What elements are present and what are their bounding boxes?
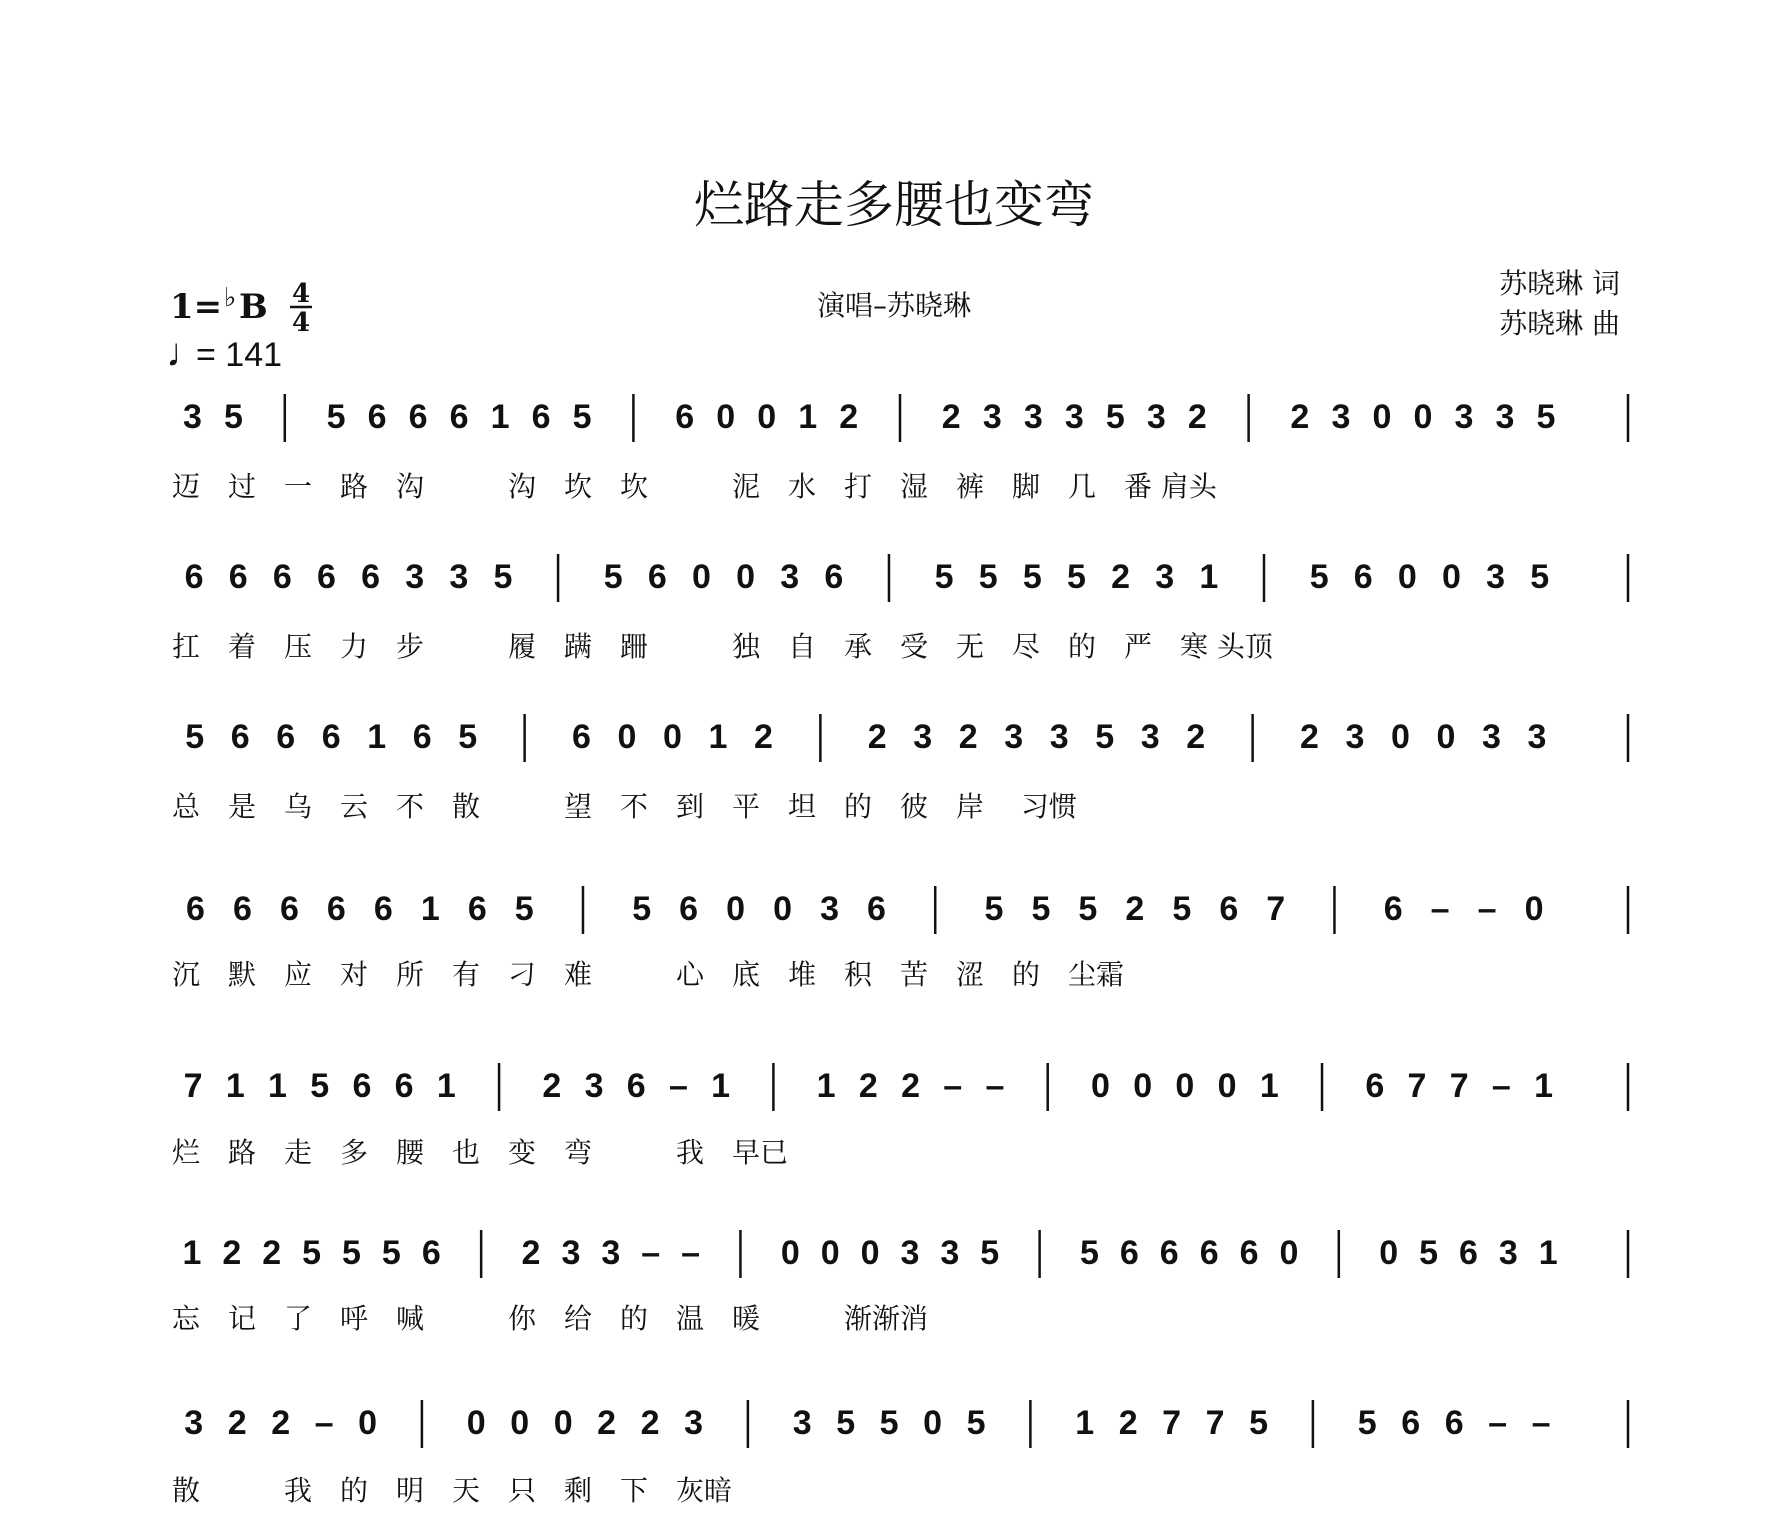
note: 5 — [980, 1234, 1000, 1272]
note: 0 — [663, 718, 682, 756]
note: 0 — [553, 1404, 573, 1442]
note: 6 — [272, 558, 292, 596]
note: 1 — [1075, 1404, 1095, 1442]
note: – — [668, 1067, 688, 1105]
note: 1 — [708, 718, 728, 756]
music-system — [172, 394, 1628, 503]
music-system — [172, 1230, 1628, 1335]
note: 0 — [358, 1404, 378, 1442]
note: 6 — [232, 890, 252, 928]
note: 6 — [228, 558, 248, 596]
note: 6 — [679, 890, 699, 928]
note: 2 — [597, 1404, 617, 1442]
note: 5 — [1309, 558, 1329, 596]
note: 2 — [640, 1404, 660, 1442]
note: 3 — [184, 1404, 204, 1442]
note: 3 — [1146, 398, 1166, 436]
note: 3 — [1454, 398, 1474, 436]
note: 2 — [542, 1067, 562, 1105]
note: 6 — [352, 1067, 372, 1105]
note: 6 — [279, 890, 299, 928]
note: 3 — [561, 1234, 581, 1272]
music-system — [172, 1063, 1628, 1169]
note: 6 — [867, 890, 886, 928]
note: 6 — [675, 398, 695, 436]
note: 3 — [982, 398, 1002, 436]
note: 5 — [493, 558, 513, 596]
note: 0 — [1397, 558, 1417, 596]
note: 3 — [405, 558, 425, 596]
note: 0 — [1379, 1234, 1399, 1272]
note: 0 — [1391, 718, 1410, 756]
note: 6 — [186, 890, 205, 928]
note: 3 — [1345, 718, 1365, 756]
note: 1 — [268, 1067, 287, 1105]
note: 5 — [1067, 558, 1086, 596]
song-title: 烂路走多腰也变弯 — [694, 176, 1094, 234]
note: 5 — [934, 558, 954, 596]
note: 0 — [1217, 1067, 1237, 1105]
time-signature-top: 4 — [291, 279, 311, 309]
note: 1 — [225, 1067, 245, 1105]
note: 2 — [867, 718, 887, 756]
note: 7 — [1407, 1067, 1427, 1105]
note: 6 — [1365, 1067, 1385, 1105]
note: 0 — [510, 1404, 530, 1442]
note: 0 — [820, 1234, 840, 1272]
note: – — [1488, 1404, 1508, 1442]
note: 6 — [367, 398, 387, 436]
note: 0 — [1436, 718, 1456, 756]
note: 6 — [408, 398, 428, 436]
note: 5 — [326, 398, 346, 436]
note: 1 — [436, 1067, 456, 1105]
note: 0 — [1279, 1234, 1299, 1272]
lyrics-line: 沉默应对所有刁难 心底堆积苦涩的尘霜 — [172, 958, 1125, 991]
note: 6 — [1199, 1234, 1219, 1272]
note: 2 — [1125, 890, 1145, 928]
note: – — [1430, 890, 1450, 928]
note: 5 — [1357, 1404, 1377, 1442]
note: 3 — [183, 398, 202, 436]
note: 5 — [185, 718, 205, 756]
note: 2 — [521, 1234, 541, 1272]
note: 6 — [412, 718, 432, 756]
note: 5 — [1419, 1234, 1439, 1272]
note: 5 — [1105, 398, 1125, 436]
note: – — [985, 1067, 1005, 1105]
note: – — [1531, 1404, 1551, 1442]
note: 2 — [941, 398, 961, 436]
note: 3 — [1527, 718, 1547, 756]
note: 3 — [940, 1234, 960, 1272]
note: 2 — [222, 1234, 242, 1272]
music-systems — [172, 394, 1628, 1507]
note: – — [1491, 1067, 1511, 1105]
note: 0 — [773, 890, 793, 928]
note: 5 — [978, 558, 998, 596]
note: 5 — [381, 1234, 401, 1272]
note: 3 — [913, 718, 933, 756]
note: 0 — [1413, 398, 1433, 436]
tempo-value: = 141 — [196, 336, 283, 374]
note: 1 — [1199, 558, 1219, 596]
note: 2 — [262, 1234, 282, 1272]
note: 3 — [584, 1067, 604, 1105]
lyrics-line: 总是乌云不散 望不到平坦的彼岸 习惯 — [172, 790, 1077, 823]
note: 0 — [716, 398, 736, 436]
composer-credit: 苏晓琳 曲 — [1499, 307, 1620, 340]
note: 2 — [839, 398, 859, 436]
note: 0 — [1372, 398, 1392, 436]
note: 5 — [342, 1234, 361, 1272]
note: 5 — [836, 1404, 856, 1442]
note: – — [1477, 890, 1497, 928]
note: 5 — [1530, 558, 1550, 596]
note: 2 — [1118, 1404, 1138, 1442]
note: 1 — [711, 1067, 731, 1105]
note: 2 — [1300, 718, 1319, 756]
note: 3 — [900, 1234, 920, 1272]
note: 0 — [1133, 1067, 1153, 1105]
note: 6 — [1444, 1404, 1464, 1442]
flat-sign: ♭ — [224, 283, 237, 313]
note: 2 — [271, 1404, 291, 1442]
note: 6 — [647, 558, 667, 596]
note: 5 — [310, 1067, 330, 1105]
note: 1 — [798, 398, 818, 436]
note: 6 — [1119, 1234, 1139, 1272]
note: 0 — [726, 890, 746, 928]
note: 0 — [757, 398, 777, 436]
note: 0 — [736, 558, 756, 596]
note: – — [681, 1234, 701, 1272]
note: 1 — [182, 1234, 202, 1272]
note: 5 — [966, 1404, 986, 1442]
note: 5 — [879, 1404, 899, 1442]
note: 5 — [1095, 718, 1115, 756]
note: 3 — [1023, 398, 1043, 436]
note: 1 — [490, 398, 510, 436]
note: 3 — [1155, 558, 1175, 596]
note: 2 — [1186, 718, 1206, 756]
note: 6 — [361, 558, 381, 596]
lyrics-line: 散 我的明天只剩下灰暗 — [172, 1474, 733, 1507]
note: 3 — [820, 890, 840, 928]
note: 2 — [858, 1067, 878, 1105]
time-signature-bottom: 4 — [291, 308, 311, 338]
note: 5 — [1031, 890, 1051, 928]
music-system — [172, 714, 1628, 823]
note: 3 — [1482, 718, 1501, 756]
note: 5 — [1536, 398, 1556, 436]
note: 5 — [1022, 558, 1042, 596]
note: 6 — [1159, 1234, 1179, 1272]
note: 5 — [572, 398, 592, 436]
note: 1 — [816, 1067, 836, 1105]
note: 7 — [1266, 890, 1286, 928]
note: 0 — [780, 1234, 800, 1272]
note: 7 — [183, 1067, 203, 1105]
note: – — [641, 1234, 661, 1272]
note: 7 — [1162, 1404, 1182, 1442]
note: 3 — [449, 558, 469, 596]
note: 3 — [1004, 718, 1024, 756]
note: 0 — [617, 718, 637, 756]
note: 3 — [1331, 398, 1351, 436]
lyrics-line: 迈过一路沟 沟坎坎 泥水打湿裤脚几番 肩头 — [172, 470, 1217, 503]
note: 0 — [1442, 558, 1461, 596]
note: 3 — [780, 558, 800, 596]
note: 0 — [1175, 1067, 1195, 1105]
note: 5 — [514, 890, 534, 928]
key-prefix: 1= — [170, 287, 223, 327]
note: 3 — [1140, 718, 1160, 756]
note: 3 — [1498, 1234, 1518, 1272]
lyrics-line: 忘记了呼喊 你给的温暖 渐渐消 — [172, 1302, 929, 1335]
note: 5 — [603, 558, 623, 596]
note: 5 — [984, 890, 1004, 928]
note: 6 — [326, 890, 346, 928]
note: 1 — [1534, 1067, 1554, 1105]
note: 2 — [1111, 558, 1131, 596]
note: 3 — [1486, 558, 1506, 596]
note: 3 — [684, 1404, 704, 1442]
note: 6 — [276, 718, 296, 756]
note: 5 — [632, 890, 652, 928]
note: 1 — [367, 718, 387, 756]
note: 2 — [958, 718, 978, 756]
note: 2 — [901, 1067, 921, 1105]
note: 5 — [302, 1234, 322, 1272]
note: 5 — [1249, 1404, 1269, 1442]
note: 1 — [1538, 1234, 1558, 1272]
note: 6 — [1219, 890, 1239, 928]
note: 1 — [420, 890, 440, 928]
tempo-marking — [166, 331, 282, 375]
note: 6 — [824, 558, 844, 596]
key-note: B — [239, 287, 268, 327]
note: 6 — [1401, 1404, 1421, 1442]
note: 6 — [184, 558, 204, 596]
note: 5 — [1080, 1234, 1099, 1272]
note: 6 — [1458, 1234, 1478, 1272]
note: 7 — [1205, 1404, 1225, 1442]
note: 3 — [792, 1404, 812, 1442]
note: 5 — [224, 398, 243, 436]
note: 6 — [421, 1234, 441, 1272]
note: 2 — [754, 718, 773, 756]
note: 2 — [227, 1404, 247, 1442]
note: 6 — [316, 558, 336, 596]
note: 6 — [626, 1067, 646, 1105]
note: 6 — [1383, 890, 1403, 928]
note: 6 — [373, 890, 393, 928]
lyricist-credit: 苏晓琳 词 — [1499, 267, 1620, 300]
singer-credit: 演唱–苏晓琳 — [816, 289, 972, 322]
note: 6 — [449, 398, 469, 436]
note: 5 — [1172, 890, 1192, 928]
music-system — [172, 1400, 1628, 1507]
lyrics-line: 烂路走多腰也变弯 我早已 — [172, 1136, 789, 1169]
note: 5 — [458, 718, 478, 756]
note: 5 — [1078, 890, 1098, 928]
note: 2 — [1290, 398, 1310, 436]
note: 7 — [1449, 1067, 1469, 1105]
quarter-note-icon: ♩ — [166, 331, 206, 375]
note: 3 — [1495, 398, 1515, 436]
note: 6 — [572, 718, 591, 756]
note: 0 — [1091, 1067, 1110, 1105]
note: 6 — [1239, 1234, 1259, 1272]
note: 3 — [601, 1234, 621, 1272]
note: 3 — [1064, 398, 1084, 436]
key-signature — [170, 279, 312, 338]
note: 6 — [467, 890, 487, 928]
note: 6 — [394, 1067, 414, 1105]
note: 0 — [691, 558, 711, 596]
note: 6 — [1353, 558, 1373, 596]
note: – — [943, 1067, 963, 1105]
note: 6 — [230, 718, 250, 756]
note: 6 — [531, 398, 551, 436]
music-system — [172, 886, 1628, 991]
lyrics-line: 扛着压力步 履蹒跚 独自承受无尽的严寒 头顶 — [172, 630, 1273, 663]
note: – — [314, 1404, 334, 1442]
music-system — [172, 554, 1628, 663]
note: 3 — [1049, 718, 1069, 756]
note: 0 — [923, 1404, 943, 1442]
note: 0 — [860, 1234, 880, 1272]
note: 1 — [1259, 1067, 1279, 1105]
note: 0 — [466, 1404, 486, 1442]
note: 0 — [1524, 890, 1544, 928]
note: 2 — [1187, 398, 1207, 436]
note: 6 — [321, 718, 341, 756]
